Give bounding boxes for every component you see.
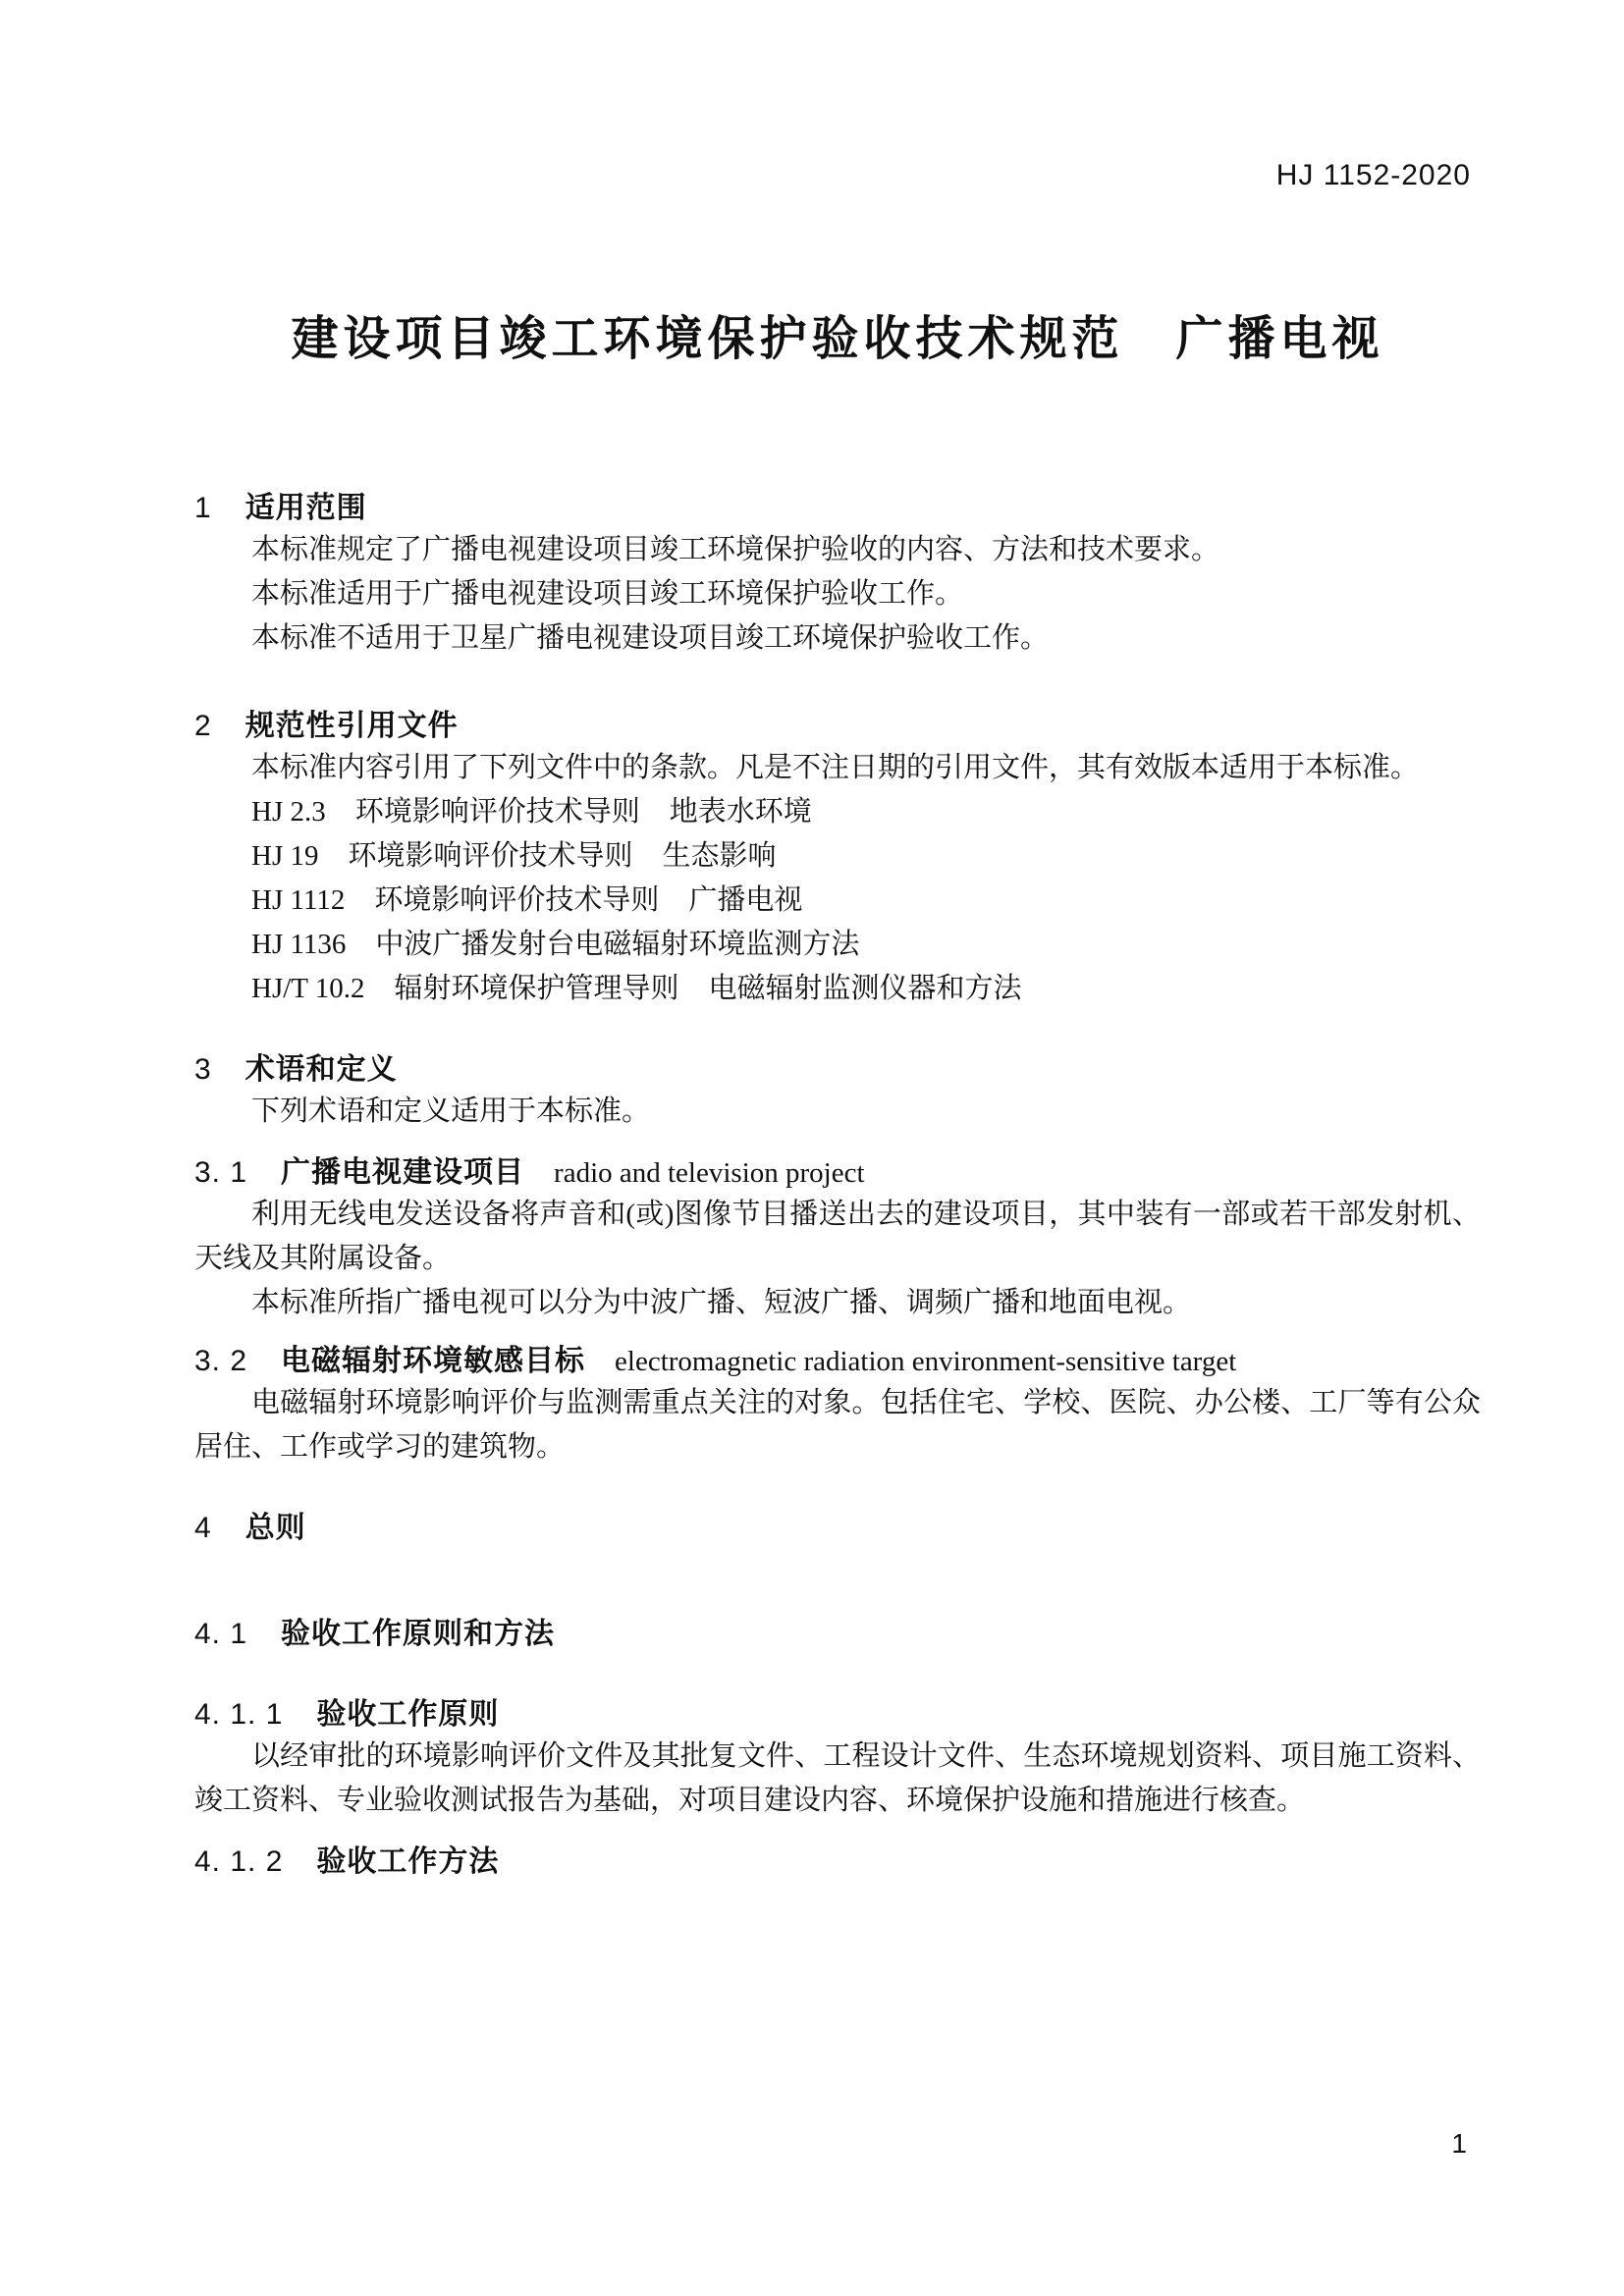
reference-code: HJ 1136 (251, 929, 347, 960)
document-title: 建设项目竣工环境保护验收技术规范 广播电视 (291, 313, 1384, 365)
reference-subtitle: 生态影响 (662, 840, 777, 872)
section-3-title: 术语和定义 (244, 1053, 398, 1086)
section-4-1-1-title: 验收工作原则 (316, 1698, 500, 1731)
section-2-title: 规范性引用文件 (244, 710, 459, 742)
section-4-1-title: 验收工作原则和方法 (281, 1618, 556, 1650)
section-1-number: 1 (194, 492, 212, 524)
section-4-number: 4 (194, 1512, 212, 1544)
section-4-1-1-paragraph: 以经审批的环境影响评价文件及其批复文件、工程设计文件、生态环境规划资料、项目施工资料、竣工资料、专业验收测试报告为基础，对项目建设内容、环境保护设施和措施进行核查。 (194, 1740, 1481, 1816)
reference-title: 辐射环境保护管理导则 (394, 973, 679, 1004)
reference-item-4 (194, 923, 1481, 967)
reference-title: 环境影响评价技术导则 (348, 840, 633, 872)
section-2-heading (194, 707, 1481, 746)
section-3-heading (194, 1050, 1481, 1090)
term-3-1-definition: 利用无线电发送设备将声音和(或)图像节目播送出去的建设项目，其中装有一部或若干部发射机、天线及其附属设备。 (194, 1199, 1481, 1274)
section-4-1-2-heading (194, 1842, 1481, 1882)
section-4-1-2-title: 验收工作方法 (316, 1845, 500, 1878)
reference-subtitle: 地表水环境 (669, 796, 812, 828)
section-1-title: 适用范围 (244, 492, 367, 524)
term-3-2-heading (194, 1342, 1481, 1381)
section-4-1-1-number: 4. 1. 1 (194, 1698, 284, 1731)
reference-subtitle: 广播电视 (688, 884, 803, 916)
standard-code: HJ 1152-2020 (1275, 159, 1471, 191)
section-1-heading (194, 489, 1481, 528)
section-4-title: 总则 (244, 1512, 306, 1544)
term-3-1-note: 本标准所指广播电视可以分为中波广播、短波广播、调频广播和地面电视。 (251, 1287, 1192, 1318)
reference-item-3 (194, 879, 1481, 923)
section-4-1-heading (194, 1615, 1481, 1654)
term-3-2-definition: 电磁辐射环境影响评价与监测需重点关注的对象。包括住宅、学校、医院、办公楼、工厂等有公众居住、工作或学习的建筑物。 (194, 1387, 1481, 1463)
term-3-2-name-en: electromagnetic radiation environment-sensitive target (615, 1346, 1237, 1377)
section-2-intro: 本标准内容引用了下列文件中的条款。凡是不注日期的引用文件，其有效版本适用于本标准。 (251, 752, 1420, 783)
reference-item-1 (194, 790, 1481, 834)
term-3-1-heading (194, 1153, 1481, 1193)
section-1-paragraph-3: 本标准不适用于卫星广播电视建设项目竣工环境保护验收工作。 (251, 622, 1050, 654)
section-3-intro: 下列术语和定义适用于本标准。 (251, 1095, 651, 1127)
section-4-1-2-number: 4. 1. 2 (194, 1845, 284, 1878)
term-3-2-name: 电磁辐射环境敏感目标 (281, 1345, 586, 1377)
section-1-paragraph-2: 本标准适用于广播电视建设项目竣工环境保护验收工作。 (251, 578, 964, 610)
term-3-1-name-en: radio and television project (554, 1157, 865, 1189)
reference-code: HJ 2.3 (251, 796, 326, 828)
section-4-1-number: 4. 1 (194, 1618, 248, 1650)
reference-title: 中波广播发射台电磁辐射环境监测方法 (375, 929, 860, 960)
reference-title: 环境影响评价技术导则 (354, 796, 640, 828)
reference-code: HJ/T 10.2 (251, 973, 365, 1004)
section-3-number: 3 (194, 1053, 212, 1086)
section-4-1-1-heading (194, 1695, 1481, 1735)
reference-title: 环境影响评价技术导则 (374, 884, 660, 916)
page-number: 1 (1451, 2128, 1467, 2159)
reference-code: HJ 1112 (251, 884, 346, 916)
reference-subtitle: 电磁辐射监测仪器和方法 (708, 973, 1022, 1004)
reference-item-2 (194, 834, 1481, 879)
reference-code: HJ 19 (251, 840, 319, 872)
section-4-heading (194, 1509, 1481, 1548)
section-2-number: 2 (194, 710, 212, 742)
term-3-1-name: 广播电视建设项目 (281, 1156, 525, 1189)
reference-item-5 (194, 967, 1481, 1011)
term-3-1-number: 3. 1 (194, 1156, 248, 1189)
term-3-2-number: 3. 2 (194, 1345, 248, 1377)
section-1-paragraph-1: 本标准规定了广播电视建设项目竣工环境保护验收的内容、方法和技术要求。 (251, 534, 1220, 565)
